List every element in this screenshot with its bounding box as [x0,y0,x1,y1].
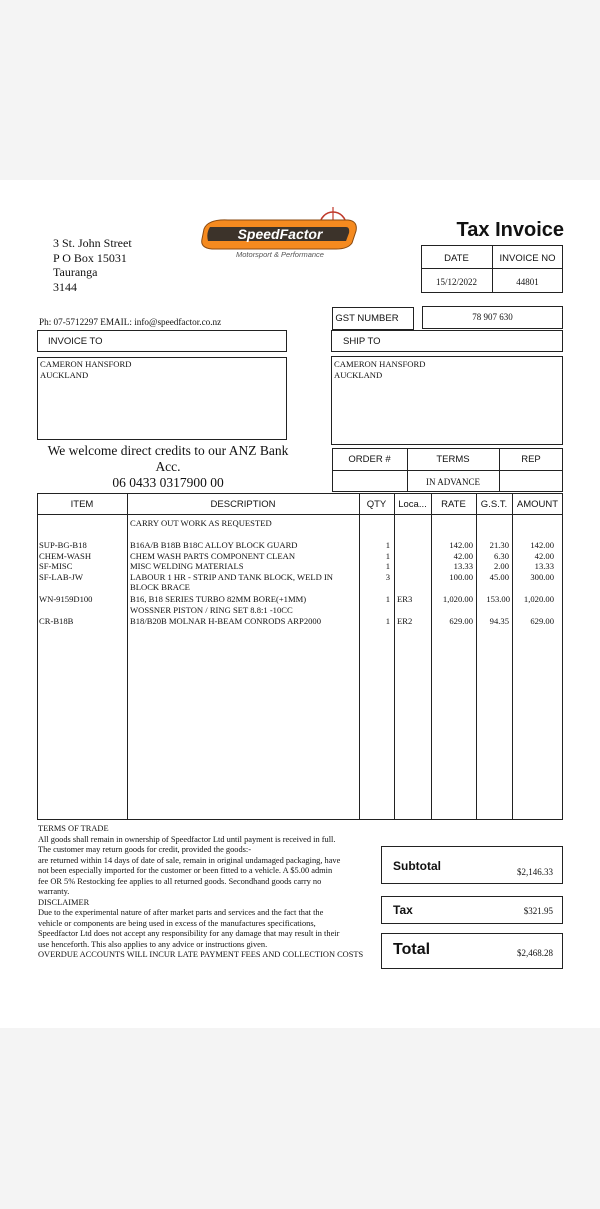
logo-wordmark: SpeedFactor [237,226,323,242]
logo-tagline: Motorsport & Performance [236,250,324,259]
item-rate: 629.00 [449,616,473,626]
terms-line: OVERDUE ACCOUNTS WILL INCUR LATE PAYMENT FEES AND COLLECTION COSTS [38,950,364,959]
item-rate: 13.33 [453,561,473,571]
item-gst: 45.00 [489,571,509,582]
terms-line: DISCLAIMER [38,897,90,907]
col-rate: RATE [441,499,466,510]
item-amount: 300.00 [530,571,554,582]
bottom-margin [0,1028,600,1209]
terms-line: Speedfactor Ltd does not accept any responsibility for any damage that may result in their [38,929,340,938]
total-value: $2,468.28 [517,948,553,958]
item-code: CHEM-WASH [39,550,92,561]
item-amount: 1,020.00 [523,594,554,604]
invoice-to-line: CAMERON HANSFORD [40,359,132,369]
item-qty: 3 [385,571,390,582]
table-row [0,594,600,605]
ship-to-line: AUCKLAND [334,369,383,380]
speedfactor-logo [198,205,368,265]
terms-line: not been especially imported for the customer or been fitted to a vehicle. A $5.00 admin [38,866,333,875]
terms-line: vehicle or components are being used in excess of the manufactures specifications, [38,918,316,928]
address-line: Tauranga [53,265,98,279]
item-rate: 142.00 [449,540,473,550]
item-description: B16A/B B18B B18C ALLOY BLOCK GUARD [130,540,298,550]
contact-line: Ph: 07-5712297 EMAIL: info@speedfactor.co.nz [39,317,222,327]
table-row [0,561,600,572]
item-description: MISC WELDING MATERIALS [130,561,244,571]
terms-value: IN ADVANCE [425,477,481,487]
invoice-to-line: AUCKLAND [40,369,89,380]
subtotal-value: $2,146.33 [517,867,553,877]
item-amount: 13.33 [534,561,554,571]
col-location: Loca... [398,499,427,510]
table-row [0,518,600,529]
address-line: 3 St. John Street [53,236,132,250]
item-gst: 21.30 [489,540,509,550]
bank-line: We welcome direct credits to our ANZ Bank [47,443,289,458]
tax-label: Tax [393,903,413,917]
address-line: 3144 [53,279,77,294]
item-description: CHEM WASH PARTS COMPONENT CLEAN [130,550,296,561]
table-row [0,572,600,583]
col-amount: AMOUNT [516,499,559,510]
ship-to-address [334,359,425,380]
terms-line: The customer may return goods for credit, provided the goods:- [38,845,252,854]
col-qty: QTY [366,499,387,510]
table-row-continued [0,605,600,616]
gst-number: 78 907 630 [472,312,513,322]
terms-line: warranty. [38,887,70,896]
page-title: Tax Invoice [456,219,564,241]
terms-line: Due to the experimental nature of after market parts and services and the fact that the [38,908,324,917]
item-rate: 42.00 [453,550,473,561]
rep-label: REP [521,454,541,465]
ship-to-label: SHIP TO [343,336,381,347]
item-code: SF-LAB-JW [39,571,83,582]
intro-text: CARRY OUT WORK AS REQUESTED [130,518,272,528]
table-row-continued [0,582,600,593]
invoice-date: 15/12/2022 [435,277,477,287]
item-code: SF-MISC [39,561,73,571]
item-code: CR-B18B [39,616,74,626]
item-location: ER3 [397,594,413,604]
item-location: ER2 [397,616,413,626]
table-row [0,540,600,551]
col-gst: G.S.T. [480,499,508,510]
terms-line: All goods shall remain in ownership of Speedfactor Ltd until payment is received in full. [38,834,336,844]
item-qty: 1 [385,561,390,571]
subtotal-label: Subtotal [393,859,441,873]
terms-line: use henceforth. This also applies to any advice or instructions given. [38,939,268,949]
company-address [53,236,132,294]
item-qty: 1 [385,594,390,604]
item-description-2: WOSSNER PISTON / RING SET 8.8:1 -10CC [130,605,293,615]
terms-line: TERMS OF TRADE [38,824,109,833]
order-label: ORDER # [348,454,391,465]
item-gst: 94.35 [489,616,509,626]
ship-to-line: CAMERON HANSFORD [334,359,426,369]
item-code: SUP-BG-B18 [39,540,87,550]
bank-account: 06 0433 0317900 00 [112,475,224,490]
item-description: B18/B20B MOLNAR H-BEAM CONRODS ARP2000 [130,616,322,626]
invoice-no-label: INVOICE NO [499,253,556,264]
item-description-2: BLOCK BRACE [130,582,190,592]
item-description: B16, B18 SERIES TURBO 82MM BORE(+1MM) [130,594,307,604]
invoice-number: 44801 [516,277,539,287]
bank-details [37,443,299,491]
address-line: P O Box 15031 [53,250,127,265]
item-qty: 1 [385,540,390,550]
top-margin [0,0,600,180]
table-row [0,616,600,627]
col-item: ITEM [70,499,94,510]
bank-line: Acc. [155,459,181,474]
terms-line: fee OR 5% Restocking fee applies to all returned goods. Secondhand goods carry no [38,876,322,886]
item-gst: 6.30 [493,550,509,561]
table-row [0,551,600,562]
item-gst: 2.00 [493,561,509,571]
terms-line: are returned within 14 days of date of sale, remain in original undamaged packaging, have [38,855,341,865]
item-amount: 142.00 [530,540,554,550]
item-code: WN-9159D100 [39,594,93,604]
item-gst: 153.00 [486,594,510,604]
terms-label: TERMS [436,454,470,465]
total-label: Total [393,941,431,958]
item-rate: 1,020.00 [442,594,473,604]
item-amount: 629.00 [530,616,554,626]
item-rate: 100.00 [449,571,473,582]
date-label: DATE [444,253,469,264]
terms-of-trade [38,824,374,961]
item-qty: 1 [385,550,390,561]
tax-value: $321.95 [523,906,553,916]
invoice-to-label: INVOICE TO [48,336,103,347]
col-description: DESCRIPTION [210,499,276,510]
gst-label: GST NUMBER [335,313,399,324]
item-description: LABOUR 1 HR - STRIP AND TANK BLOCK, WELD IN [130,571,334,582]
invoice-to-address [40,359,131,380]
item-qty: 1 [385,616,390,626]
item-amount: 42.00 [534,550,554,561]
logo-graphic [198,205,368,265]
